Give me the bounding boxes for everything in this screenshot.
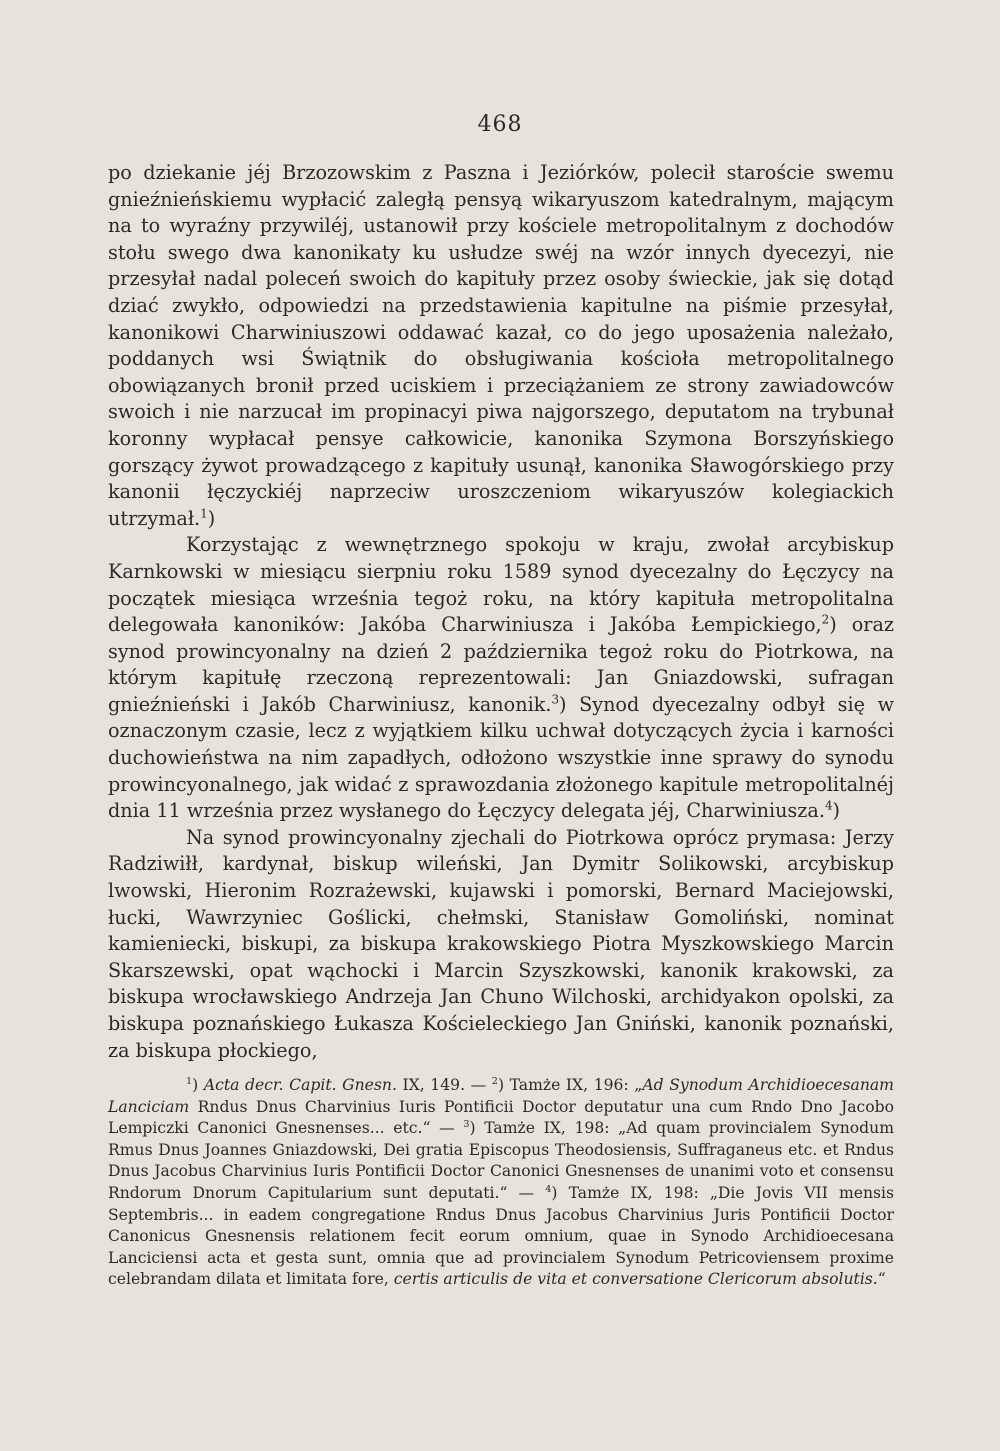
footnote-marker: 1 — [200, 506, 208, 521]
text-run: ) oraz synod prowincyonalny na dzień 2 października tegoż roku do Piotrkowa, na którym kapitułę rzeczoną reprezentowali: Jan Gniazdowski, sufragan gnieźnieński i Jakób Charwiniusz, kanonik. — [108, 613, 894, 716]
footnote-marker: 4 — [545, 1183, 552, 1195]
text-run: “ — [877, 1270, 886, 1289]
text-run: ) Tamże IX, 198: „Ad quam provincialem Synodum Rmus Dnus Joannes Gniazdowski, Dei gratia Episcopus Theodosiensis, Suffraganeus etc. et Rndus Dnus Jacobus Charvinius Iuris Pontificii Doctor Canonici Gnesnenses de unanimi voto et consensu Rndorum Dnorum Capitularium sunt deputati.“ — — [108, 1119, 894, 1202]
footnote-marker: 3 — [463, 1119, 470, 1130]
text-run: ) Tamże IX, 198: „Die Jovis VII mensis Septembris... in eadem congregatione Rndus Dnus Jacobus Charvinius Juris Pontificii Doctor Canonicus Gnesnensis relationem fecit eorum omnium, quae in Synodo Archidioecesana Lanciciensi acta et gesta sunt, omnia que ad provincialem Synodum Petricoviensem proxime celebrandam dilata et limitata fore, — [108, 1183, 894, 1289]
footnote-marker: 2 — [491, 1075, 498, 1087]
italic-text: certis articulis de vita et conversatione Clericorum absolutis. — [393, 1270, 878, 1289]
italic-text: Ad Synodum Archidioecesanam Lanciciam — [108, 1076, 894, 1116]
text-run: ) Tamże IX, 196: „ — [497, 1076, 643, 1094]
text-run: ) Synod dyecezalny odbył się w oznaczonym czasie, lecz z wyjątkiem kilku uchwał dotyczących życia i karności duchowieństwa na nim zapadłych, odłożono wszystkie inne sprawy do synodu prowincyonalnego, jak widać z sprawozdania złożonego kapitule metropolitalnéj dnia 11 września przez wysłanego do Łęczycy delegata jéj, Charwiniusza. — [108, 692, 894, 823]
text-run: ) — [207, 506, 216, 530]
text-run: Na synod prowincyonalny zjechali do Piotrkowa oprócz prymasa: Jerzy Radziwiłł, kardynał, biskup wileński, Jan Dymitr Solikowski, arcybiskup lwowski, Hieronim Rozrażewski, kujawski i pomorski, Bernard Maciejowski, łucki, Wawrzyniec Goślicki, chełmski, Stanisław Gomoliński, nominat kamieniecki, biskupi, za biskupa krakowskiego Piotra Myszkowskiego Marcin Skarszewski, opat wąchocki i Marcin Szyszkowski, kanonik krakowski, za biskupa wrocławskiego Andrzeja Jan Chuno Wilchoski, archidyakon opolski, za biskupa poznańskiego Łukasza Kościeleckiego Jan Gniński, kanonik poznański, za biskupa płockiego, — [108, 825, 894, 1062]
footnote-marker: 4 — [824, 798, 833, 813]
footnote-marker: 2 — [821, 612, 830, 627]
italic-text: Acta decr. Capit. Gnesn. — [203, 1076, 397, 1094]
text-run: ) — [192, 1076, 204, 1094]
page-number: 468 — [477, 112, 523, 137]
footnote-marker: 3 — [551, 692, 560, 707]
text-run: Korzystając z wewnętrznego spokoju w kraju, zwołał arcybiskup Karnkowski w miesiącu sierpniu roku 1589 synod dyecezalny do Łęczycy na początek miesiąca września tegoż roku, na który kapituła metropolitalna delegowała kanoników: Jakóba Charwiniusza i Jakóba Łempickiego, — [108, 533, 894, 637]
paragraph — [108, 160, 894, 532]
main-text — [108, 160, 894, 1064]
text-run: IX, 149. — — [396, 1076, 492, 1094]
paragraph — [108, 825, 894, 1064]
footnote-marker: 1 — [186, 1075, 193, 1087]
paragraph — [108, 532, 894, 825]
footnote-paragraph — [108, 1075, 894, 1291]
footnotes — [108, 1075, 894, 1291]
text-run: Rndus Dnus Charvinius Iuris Pontificii Doctor deputatur una cum Rndo Dno Jacobo Lempiczki Canonici Gnesnenses... etc.“ — — [108, 1097, 894, 1138]
text-run: ) — [832, 799, 841, 823]
text-run: po dziekanie jéj Brzozowskim z Paszna i Jeziórków, polecił staroście swemu gnieźnieńskiemu wypłacić zaległą pensyą wikaryuszom katedralnym, mającym na to wyraźny przywiléj, ustanowił przy kościele metropolitalnym z dochodów stołu swego dwa kanonikaty ku usłudze swéj na wzór innych dyecezyi, nie przesyłał nadal poleceń swoich do kapituły przez osoby świeckie, jak się dotąd dziać zwykło, odpowiedzi na przedstawienia kapitulne na piśmie przesyłał, kanonikowi Charwiniuszowi oddawać kazał, co do jego uposażenia należało, poddanych wsi Świątnik do obsługiwania kościoła metropolitalnego obowiązanych bronił przed uciskiem i przeciążaniem ze strony zawiadowców swoich i nie narzucał im propinacyi piwa najgorszego, deputatom na trybunał koronny wypłacał pensye całkowicie, kanonika Szymona Borszyńskiego gorszący żywot prowadzącego z kapituły usunął, kanonika Sławogórskiego przy kanonii łęczyckiéj naprzeciw uroszczeniom wikaryuszów kolegiackich utrzymał. — [108, 161, 894, 530]
